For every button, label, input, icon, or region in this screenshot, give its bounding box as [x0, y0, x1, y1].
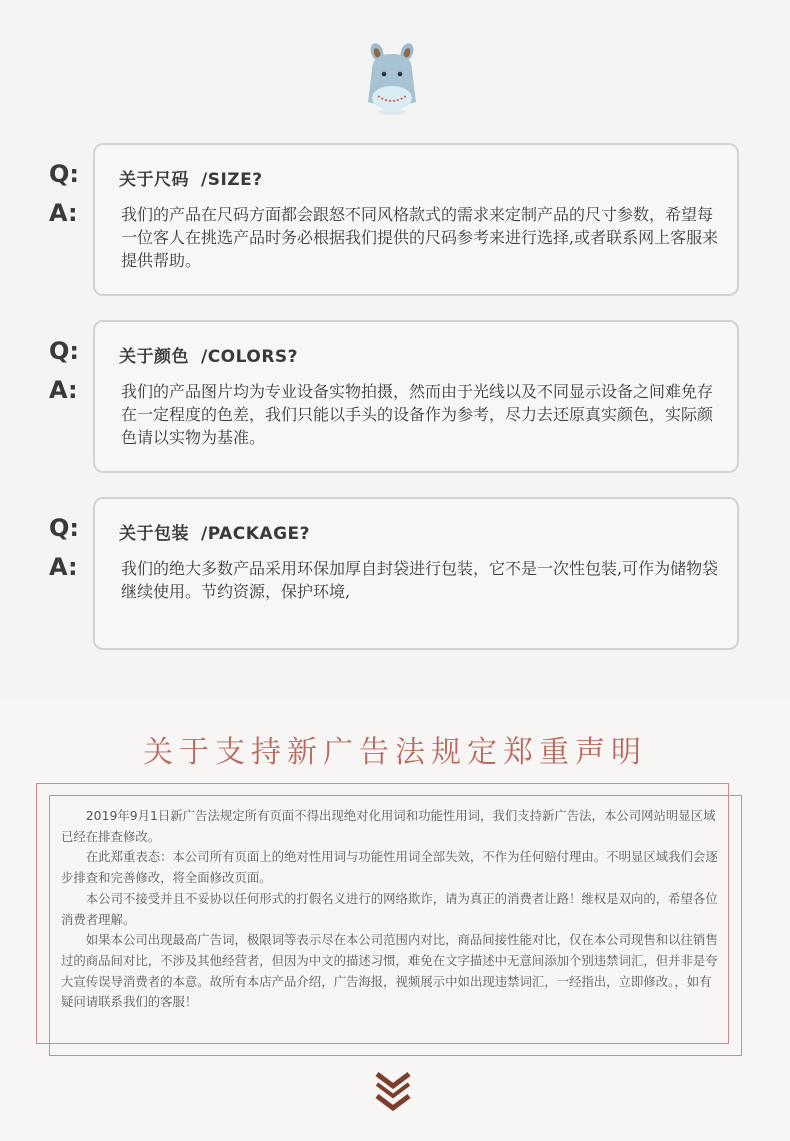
answer-text: 我们的产品图片均为专业设备实物拍摄，然而由于光线以及不同显示设备之间难免存在一定程度的色差，我们只能以手头的设备作为参考，尽力去还原真实颜色，实际颜色请以实物为基准。: [121, 382, 714, 447]
qa-card: [93, 497, 739, 650]
q-label: Q:: [49, 514, 79, 542]
qa-card: [93, 143, 739, 296]
a-label: A:: [49, 199, 78, 227]
question-title-en: /PACKAGE?: [201, 524, 310, 544]
declaration-paragraph: 如果本公司出现最高广告词，极限词等表示尽在本公司范围内对比，商品间接性能对比，仅在本公司现售和以往销售过的商品间对比，不涉及其他经营者，但因为中文的描述习惯，难免在文字描述中无意间添加个别违禁词汇，但并非是夸大宣传误导消费者的本意。故所有本店产品介绍，广告海报，视频展示中如出现违禁词汇，一经指出，立即修改。，如有疑问请联系我们的客服！: [61, 932, 718, 1010]
question-title-cn: 关于尺码: [119, 170, 189, 190]
a-label: A:: [49, 553, 78, 581]
declaration-body: [61, 806, 723, 1013]
question-title: [119, 519, 310, 544]
declaration-title: 关于支持新广告法规定郑重声明: [143, 735, 647, 770]
hippo-mascot-icon: [360, 40, 424, 116]
qa-card: [93, 320, 739, 473]
answer-text: 我们的绝大多数产品采用环保加厚自封袋进行包装，它不是一次性包装,可作为储物袋继续使用。节约资源，保护环境,: [121, 559, 719, 601]
answer-text: 我们的产品在尺码方面都会跟怒不同风格款式的需求来定制产品的尺寸参数，希望每一位客人在挑选产品时务必根据我们提供的尺码参考来进行选择,或者联系网上客服来提供帮助。: [121, 205, 719, 270]
declaration-paragraph: 2019年9月1日新广告法规定所有页面不得出现绝对化用词和功能性用词，我们支持新广告法，本公司网站明显区域已经在排查修改。: [61, 808, 716, 844]
question-title-cn: 关于包装: [119, 524, 189, 544]
question-title: [119, 165, 263, 190]
question-title-en: /SIZE?: [201, 170, 263, 190]
q-label: Q:: [49, 160, 79, 188]
double-chevron-down-icon: [373, 1070, 413, 1116]
declaration-paragraph: 本公司不接受并且不妥协以任何形式的打假名义进行的网络欺诈，请为真正的消费者让路！维权是双向的，希望各位消费者理解。: [61, 890, 718, 927]
question-title-cn: 关于颜色: [119, 347, 189, 367]
question-title: [119, 342, 298, 367]
question-title-en: /COLORS?: [201, 347, 299, 367]
declaration-paragraph: 在此郑重表态：本公司所有页面上的绝对性用词与功能性用词全部失效，不作为任何赔付理由。不明显区域我们会逐步排查和完善修改，将全面修改页面。: [61, 849, 718, 886]
a-label: A:: [49, 376, 78, 404]
q-label: Q:: [49, 337, 79, 365]
